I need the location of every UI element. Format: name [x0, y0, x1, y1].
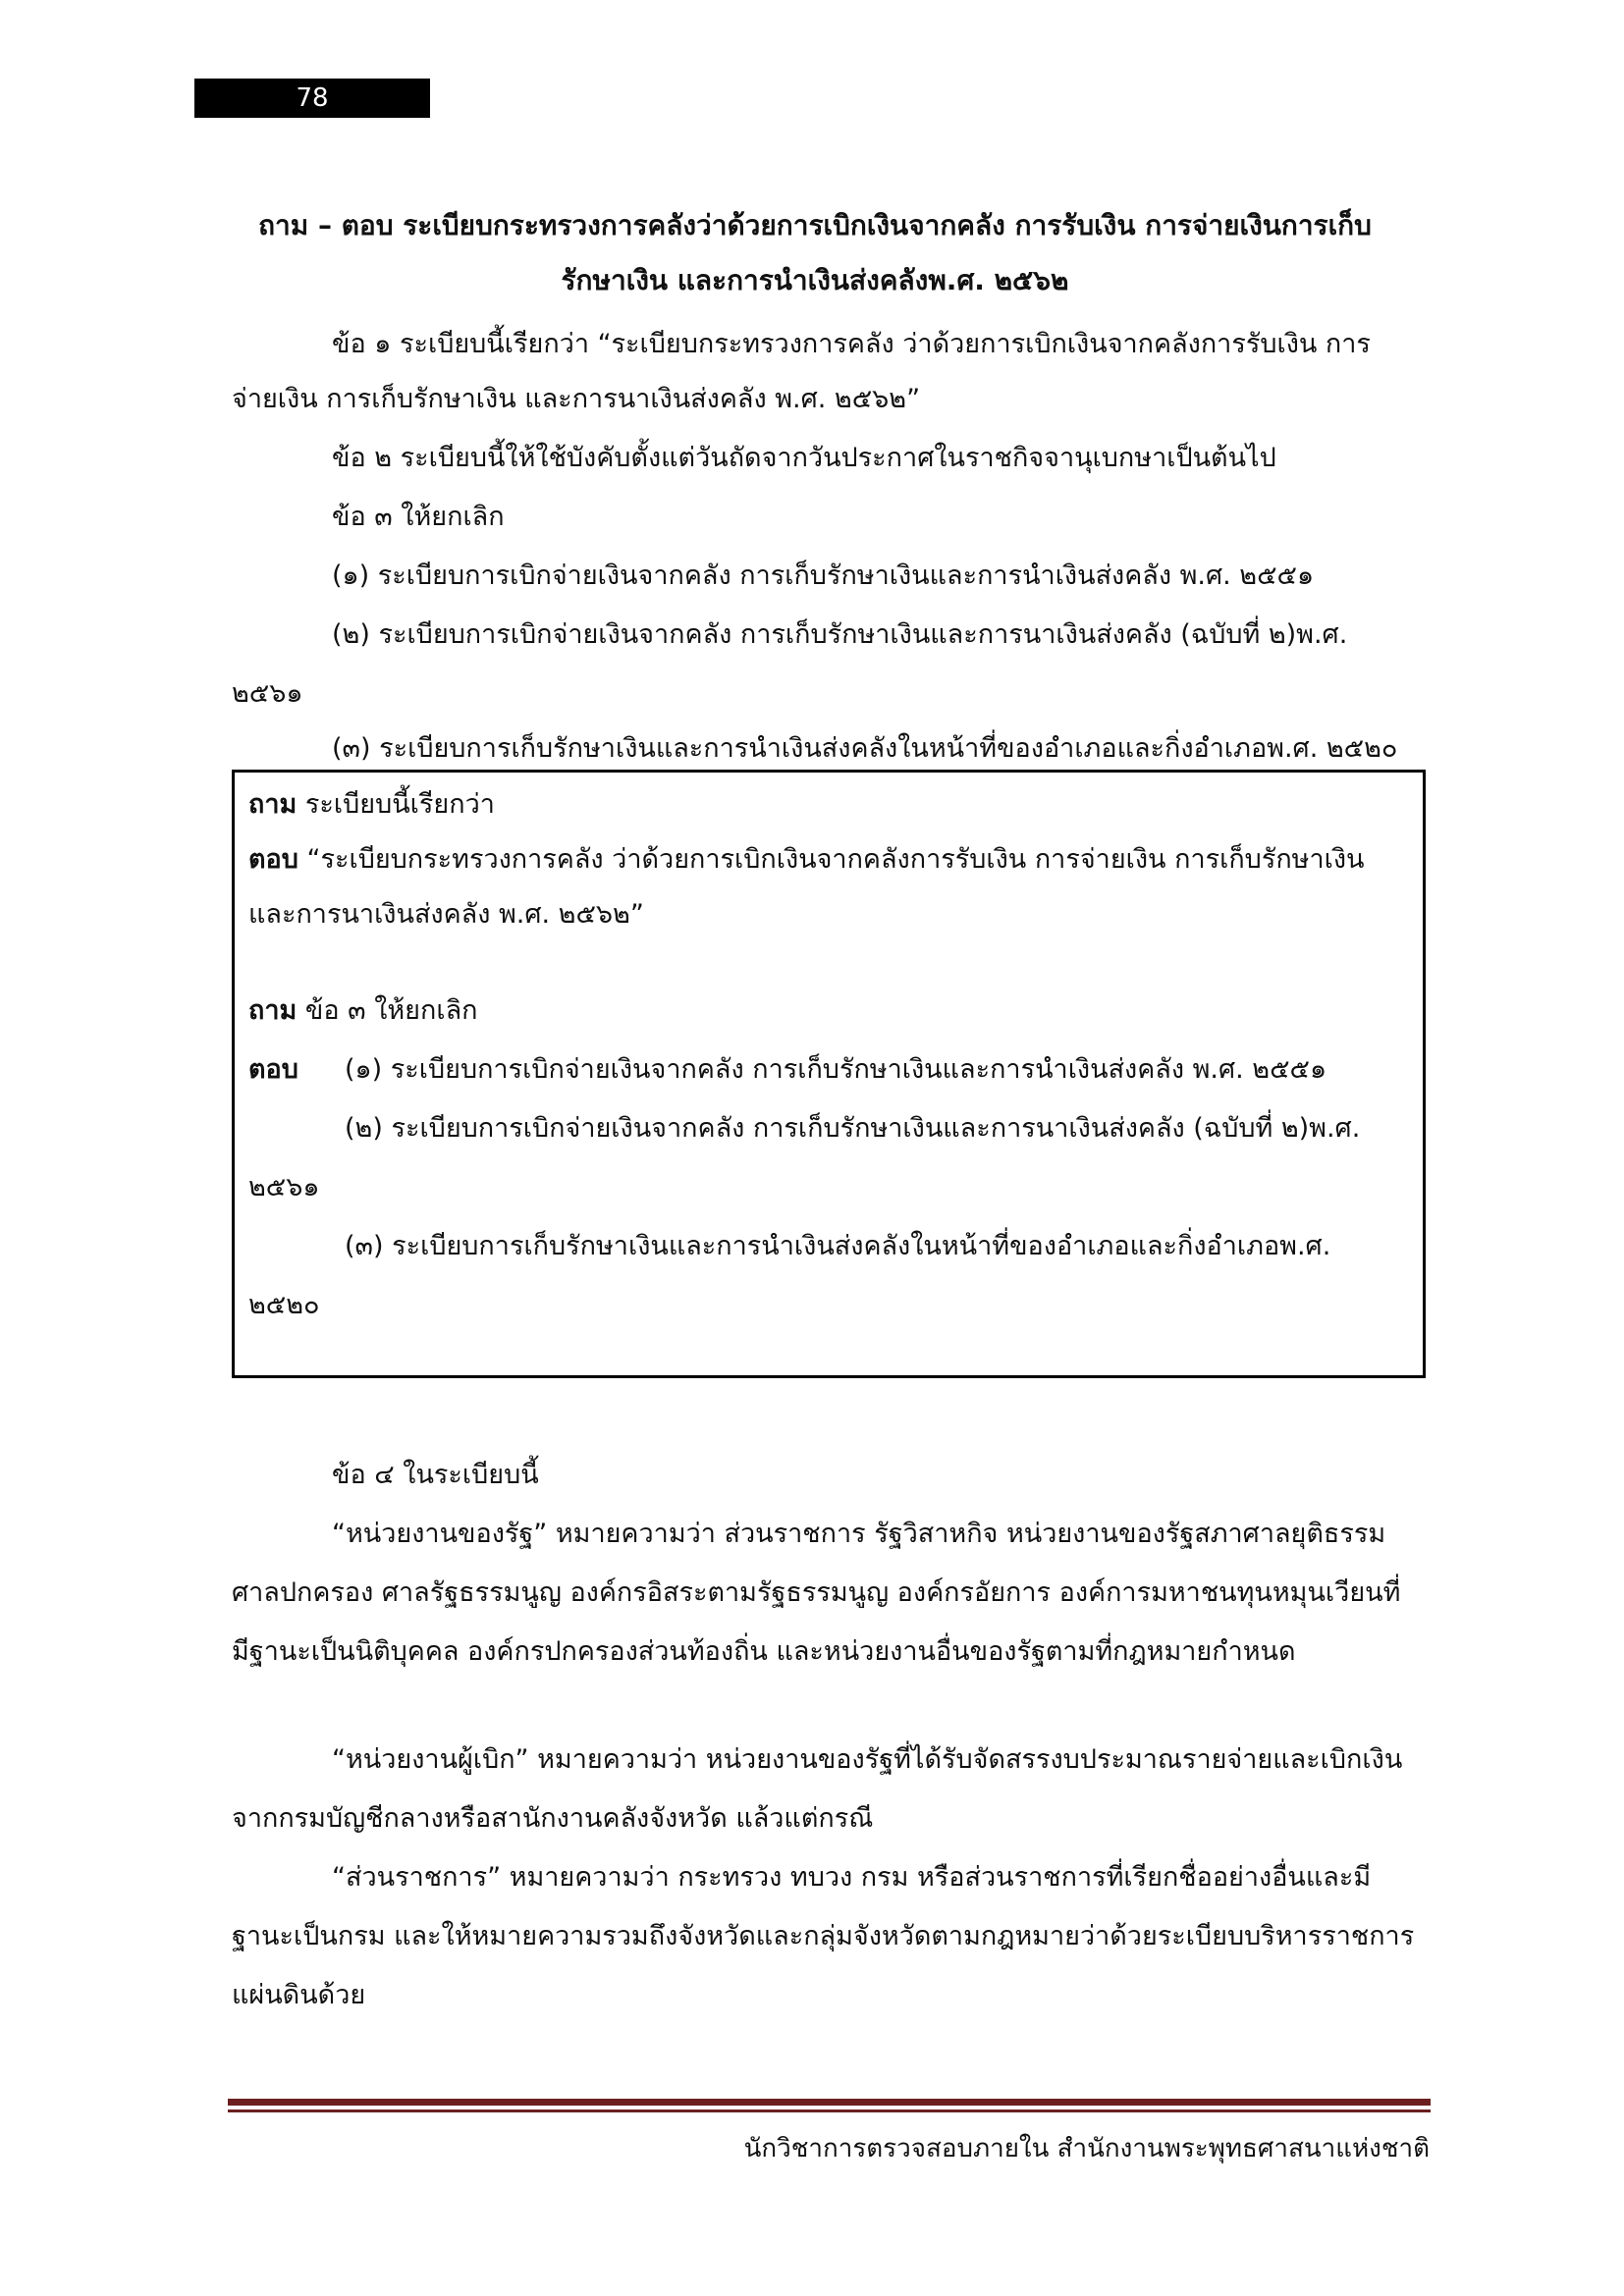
qa-answer-2-item-3: (๓) ระเบียบการเก็บรักษาเงินและการนำเงินส่งคลังในหน้าที่ของอำเภอและกิ่งอำเภอพ.ศ.	[345, 1231, 1331, 1261]
document-title-line-2: รักษาเงิน และการนำเงินส่งคลังพ.ศ. ๒๕๖๒	[561, 264, 1069, 296]
definition-1-line-1: “หน่วยงานของรัฐ” หมายความว่า ส่วนราชการ รัฐวิสาหกิจ หน่วยงานของรัฐสภาศาลยุติธรรม	[332, 1519, 1386, 1549]
qa-answer-2-item-2: (๒) ระเบียบการเบิกจ่ายเงินจากคลัง การเก็บรักษาเงินและการนาเงินส่งคลัง (ฉบับที่ ๒)พ.ศ.	[345, 1113, 1361, 1144]
footer-rule-thick	[228, 2099, 1431, 2106]
answer-label: ตอบ	[248, 844, 298, 875]
qa-answer-1-cont: และการนาเงินส่งคลัง พ.ศ. ๒๕๖๒”	[248, 899, 644, 930]
clause-3-item-1: (๑) ระเบียบการเบิกจ่ายเงินจากคลัง การเก็บรักษาเงินและการนำเงินส่งคลัง พ.ศ. ๒๕๕๑	[332, 561, 1315, 591]
footer-text: นักวิชาการตรวจสอบภายใน สำนักงานพระพุทธศาสนาแห่งชาติ	[743, 2134, 1430, 2163]
definition-1-line-2: ศาลปกครอง ศาลรัฐธรรมนูญ องค์กรอิสระตามรัฐธรรมนูญ องค์กรอัยการ องค์การมหาชนทุนหมุนเวียนที่	[232, 1577, 1401, 1608]
footer-rule-thin	[228, 2109, 1431, 2112]
qa-question-1	[248, 782, 495, 825]
clause-3-item-3: (๓) ระเบียบการเก็บรักษาเงินและการนำเงินส่งคลังในหน้าที่ของอำเภอและกิ่งอำเภอพ.ศ. ๒๕๒๐	[332, 733, 1398, 764]
definition-2-line-1: “หน่วยงานผู้เบิก” หมายความว่า หน่วยงานของรัฐที่ได้รับจัดสรรงบประมาณรายจ่ายและเบิกเงิน	[332, 1744, 1403, 1775]
clause-3-item-2: (๒) ระเบียบการเบิกจ่ายเงินจากคลัง การเก็บรักษาเงินและการนาเงินส่งคลัง (ฉบับที่ ๒)พ.ศ.	[332, 619, 1348, 650]
definition-3-line-3: แผ่นดินด้วย	[232, 1980, 366, 2010]
clause-1-line-1: ข้อ ๑ ระเบียบนี้เรียกว่า “ระเบียบกระทรวงการคลัง ว่าด้วยการเบิกเงินจากคลังการรับเงิน การ	[332, 329, 1371, 359]
definition-2-line-2: จากกรมบัญชีกลางหรือสานักงานคลังจังหวัด แล้วแต่กรณี	[232, 1803, 874, 1834]
answer-label: ตอบ	[248, 1054, 298, 1085]
question-label: ถาม	[248, 789, 298, 820]
clause-3: ข้อ ๓ ให้ยกเลิก	[332, 502, 505, 532]
clause-2: ข้อ ๒ ระเบียบนี้ให้ใช้บังคับตั้งแต่วันถัดจากวันประกาศในราชกิจจานุเบกษาเป็นต้นไป	[332, 443, 1276, 473]
question-2-text: ข้อ ๓ ให้ยกเลิก	[297, 995, 478, 1026]
qa-answer-2-item-3-cont: ๒๕๒๐	[248, 1290, 320, 1320]
document-title-line-1: ถาม – ตอบ ระเบียบกระทรวงการคลังว่าด้วยการเบิกเงินจากคลัง การรับเงิน การจ่ายเงินการเก็บ	[258, 209, 1372, 241]
answer-1-text: “ระเบียบกระทรวงการคลัง ว่าด้วยการเบิกเงินจากคลังการรับเงิน การจ่ายเงิน การเก็บรักษาเงิน	[298, 844, 1365, 875]
question-label: ถาม	[248, 995, 298, 1026]
qa-answer-1	[248, 837, 1365, 880]
question-1-text: ระเบียบนี้เรียกว่า	[297, 789, 495, 820]
page-number: 78	[194, 79, 430, 118]
clause-1-line-2: จ่ายเงิน การเก็บรักษาเงิน และการนาเงินส่งคลัง พ.ศ. ๒๕๖๒”	[232, 384, 921, 414]
qa-answer-2-label	[248, 1047, 298, 1090]
definition-1-line-3: มีฐานะเป็นนิติบุคคล องค์กรปกครองส่วนท้องถิ่น และหน่วยงานอื่นของรัฐตามที่กฎหมายกำหนด	[232, 1636, 1296, 1667]
clause-3-item-2-cont: ๒๕๖๑	[232, 678, 303, 709]
qa-answer-2-item-1: (๑) ระเบียบการเบิกจ่ายเงินจากคลัง การเก็บรักษาเงินและการนำเงินส่งคลัง พ.ศ. ๒๕๕๑	[345, 1054, 1327, 1085]
qa-question-2	[248, 988, 477, 1031]
qa-box	[232, 770, 1426, 1378]
definition-3-line-1: “ส่วนราชการ” หมายความว่า กระทรวง ทบวง กรม หรือส่วนราชการที่เรียกชื่ออย่างอื่นและมี	[332, 1862, 1372, 1893]
qa-answer-2-item-2-cont: ๒๕๖๑	[248, 1172, 320, 1202]
clause-4-heading: ข้อ ๔ ในระเบียบนี้	[332, 1460, 539, 1490]
definition-3-line-2: ฐานะเป็นกรม และให้หมายความรวมถึงจังหวัดและกลุ่มจังหวัดตามกฎหมายว่าด้วยระเบียบบริหารราชการ	[232, 1921, 1415, 1951]
